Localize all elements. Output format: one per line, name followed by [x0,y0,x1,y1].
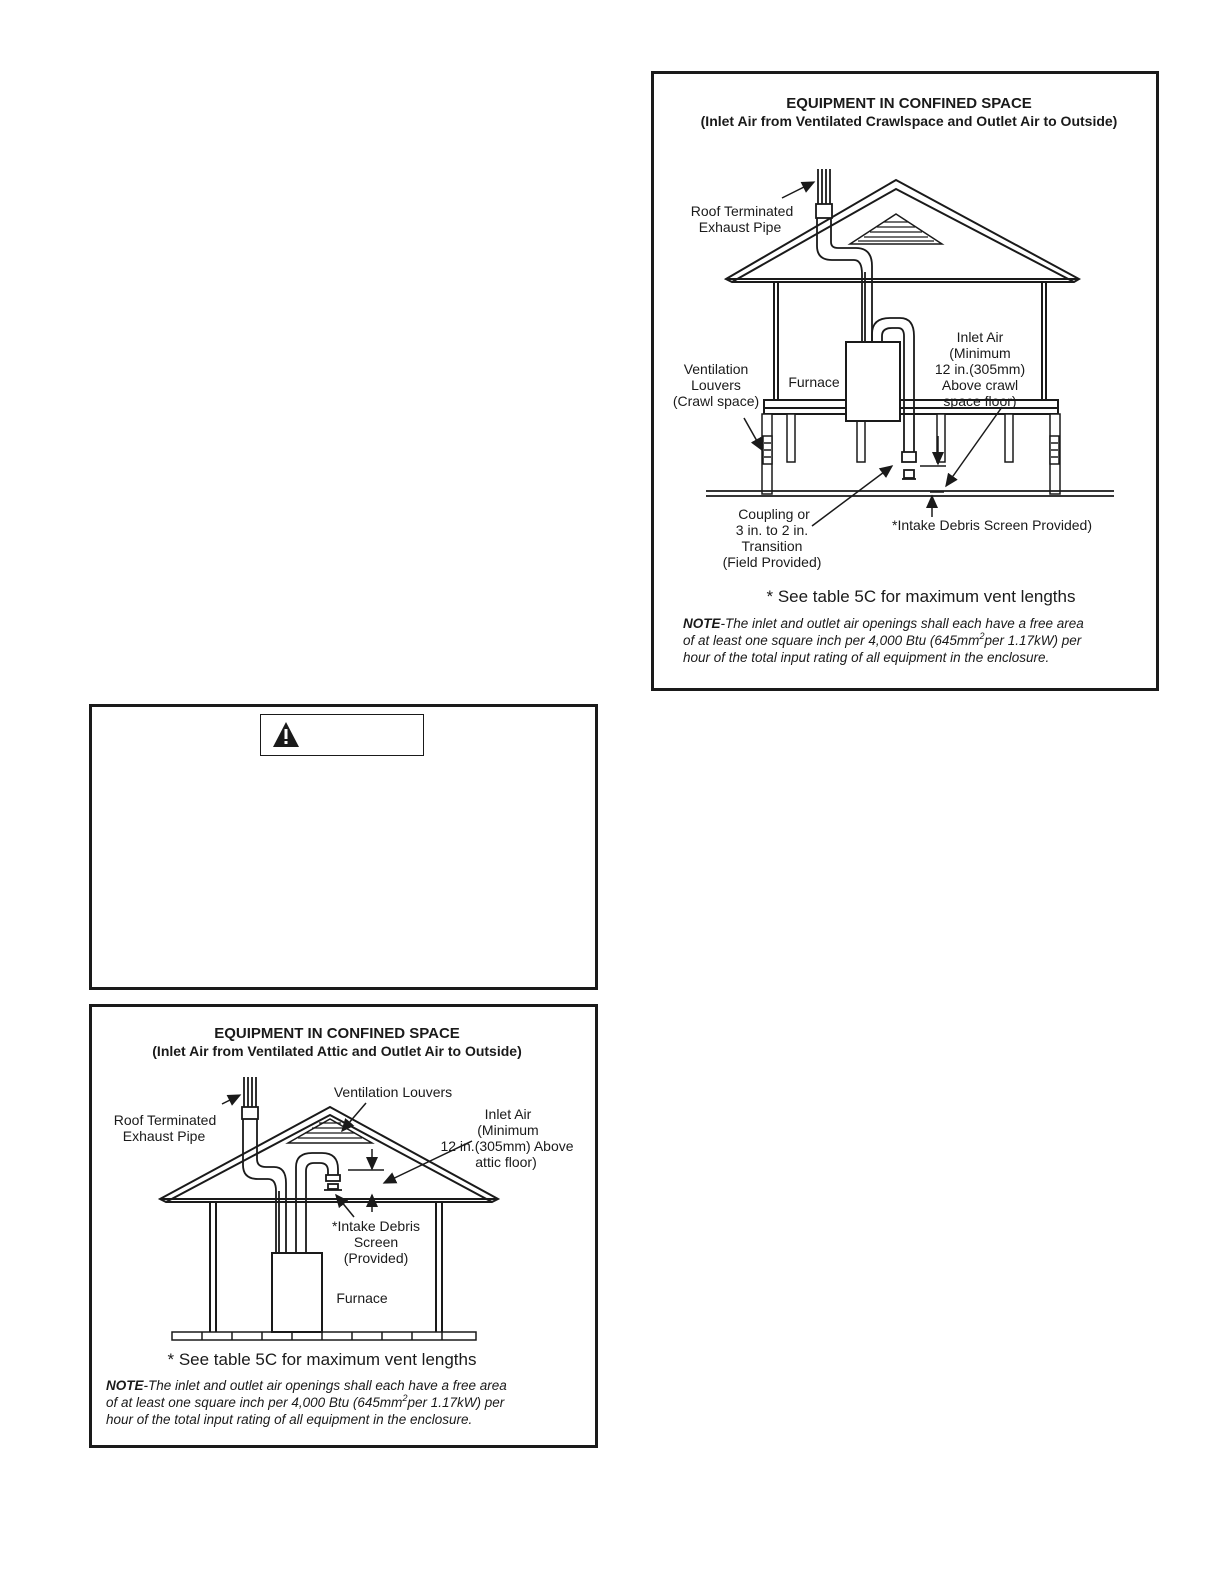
crawlspace-vent-louver-right [1050,436,1059,464]
crawlspace-label-exhaust-2: Exhaust Pipe [698,219,782,235]
crawlspace-label-louvers-1: Ventilation [683,361,749,377]
attic-label-louvers: Ventilation Louvers [333,1084,453,1100]
crawlspace-label-inlet-2: (Minimum [949,345,1011,361]
attic-note-line-1 [106,1378,507,1393]
attic-label-furnace: Furnace [336,1290,388,1306]
attic-label-screen-2: Screen [353,1234,399,1250]
crawlspace-title: EQUIPMENT IN CONFINED SPACE [786,95,1032,112]
attic-note-text-1: -The inlet and outlet air openings shall each have a free area [143,1378,507,1393]
crawlspace-label-coupling-2: 3 in. to 2 in. [735,522,809,538]
attic-label-inlet-3: 12 in.(305mm) Above [440,1138,574,1154]
attic-label-inlet-4: attic floor) [475,1154,537,1170]
crawlspace-label-inlet-4: Above crawl [941,377,1019,393]
attic-title: EQUIPMENT IN CONFINED SPACE [214,1025,460,1042]
attic-diagram [92,1007,595,1445]
attic-note-sup: 2 [402,1393,408,1403]
attic-note-label: NOTE [106,1378,144,1393]
crawlspace-note-line-2 [683,631,1082,648]
attic-label-screen-3: (Provided) [343,1250,409,1266]
crawlspace-label-coupling-3: Transition [741,538,803,554]
crawlspace-exhaust-pipe [816,169,872,342]
crawlspace-subtitle: (Inlet Air from Ventilated Crawlspace and Outlet Air to Outside) [700,113,1118,129]
attic-see-table: * See table 5C for maximum vent lengths [167,1350,477,1369]
crawlspace-note-line-1 [683,616,1084,631]
attic-note-line-2 [106,1393,505,1410]
warning-header-box [260,714,424,756]
crawlspace-label-coupling-4: (Field Provided) [722,554,822,570]
crawlspace-label-inlet-3: 12 in.(305mm) [934,361,1026,377]
crawlspace-label-coupling-1: Coupling or [738,506,810,522]
attic-note-text-2a: of at least one square inch per 4,000 Btu (645mm [106,1395,403,1410]
attic-label-exhaust-2: Exhaust Pipe [122,1128,206,1144]
crawlspace-note-sup: 2 [979,631,985,641]
crawlspace-label-inlet-1: Inlet Air [956,329,1004,345]
crawlspace-label-screen: *Intake Debris Screen Provided) [892,517,1092,533]
crawlspace-furnace [846,342,900,421]
crawlspace-note-text-1: -The inlet and outlet air openings shall each have a free area [720,616,1084,631]
attic-label-inlet-2: (Minimum [477,1122,539,1138]
attic-label-inlet-1: Inlet Air [484,1106,532,1122]
attic-floor [172,1332,476,1340]
crawlspace-note-text-2b: per 1.17kW) per [984,633,1082,648]
crawlspace-note-text-2a: of at least one square inch per 4,000 Btu (645mm [683,633,980,648]
crawlspace-see-table: * See table 5C for maximum vent lengths [766,587,1076,606]
attic-exhaust-pipe [242,1077,286,1253]
crawlspace-note-label: NOTE [683,616,721,631]
attic-label-exhaust-1: Roof Terminated [113,1112,217,1128]
crawlspace-diagram [654,74,1156,688]
crawlspace-label-louvers-2: Louvers [691,377,741,393]
crawlspace-label-inlet-5: space floor) [943,393,1017,409]
attic-subtitle: (Inlet Air from Ventilated Attic and Outlet Air to Outside) [152,1043,522,1059]
crawlspace-diagram-panel [651,71,1159,691]
attic-furnace [272,1253,322,1332]
attic-note-text-3: hour of the total input rating of all equipment in the enclosure. [106,1412,473,1427]
crawlspace-attic-louver [850,214,942,244]
crawlspace-label-louvers-3: (Crawl space) [672,393,760,409]
crawlspace-label-exhaust-1: Roof Terminated [690,203,794,219]
crawlspace-vent-louver-left [763,436,772,464]
warning-triangle-icon [271,720,301,750]
attic-diagram-panel [89,1004,598,1448]
crawlspace-note-text-3: hour of the total input rating of all equipment in the enclosure. [683,650,1050,665]
attic-label-screen-1: *Intake Debris [332,1218,420,1234]
crawlspace-label-furnace: Furnace [788,374,840,390]
attic-note-text-2b: per 1.17kW) per [407,1395,505,1410]
